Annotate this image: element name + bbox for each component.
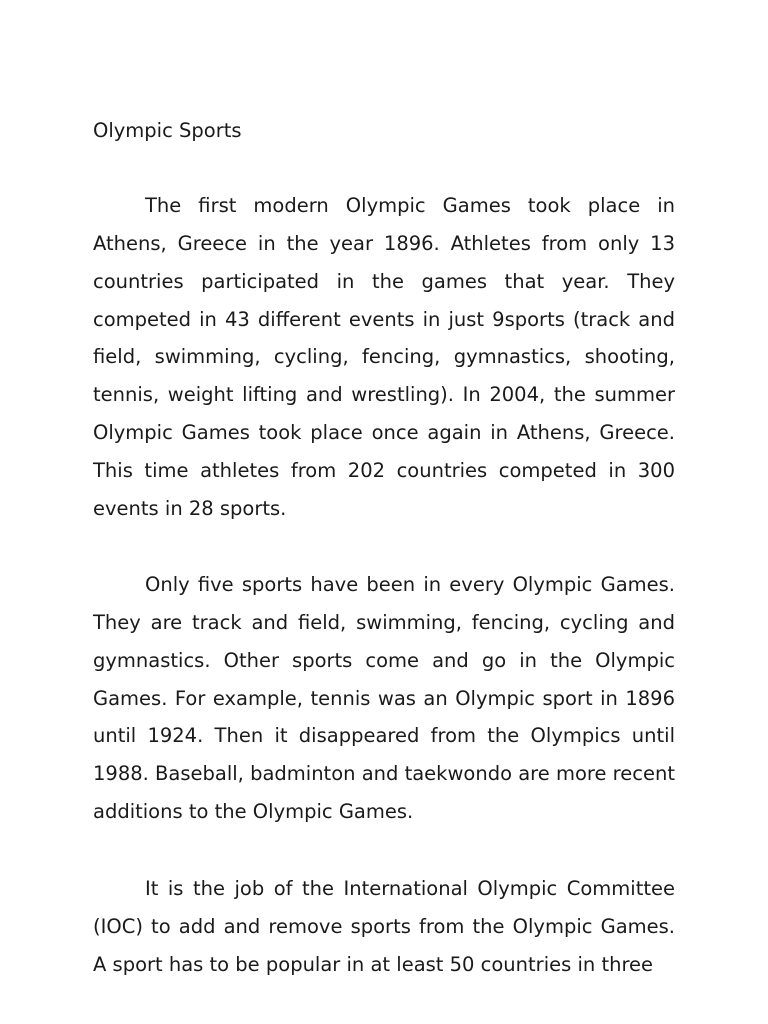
- paragraph-ioc: It is the job of the International Olympic Committee (IOC) to add and remove sports from the Olympic Games. A sport has to be popular in at least 50 countries in three: [93, 877, 675, 976]
- document-title: Olympic Sports: [93, 119, 242, 142]
- paragraph-five-sports: Only five sports have been in every Olympic Games. They are track and field, swimming, fencing, cycling and gymnastics. Other sports come and go in the Olympic Games. For example, tennis was an Olympic sport in 1896 until 1924. Then it disappeared from the Olympics until 1988. Baseball, badminton and taekwondo are more recent additions to the Olympic Games.: [93, 573, 675, 824]
- paragraph-first-olympics: The first modern Olympic Games took place in Athens, Greece in the year 1896. Athletes from only 13 countries participated in the games that year. They competed in 43 different events in just 9sports (track and field, swimming, cycling, fencing, gymnastics, shooting, tennis, weight lifting and wrestling). In 2004, the summer Olympic Games took place once again in Athens, Greece. This time athletes from 202 countries competed in 300 events in 28 sports.: [93, 194, 675, 520]
